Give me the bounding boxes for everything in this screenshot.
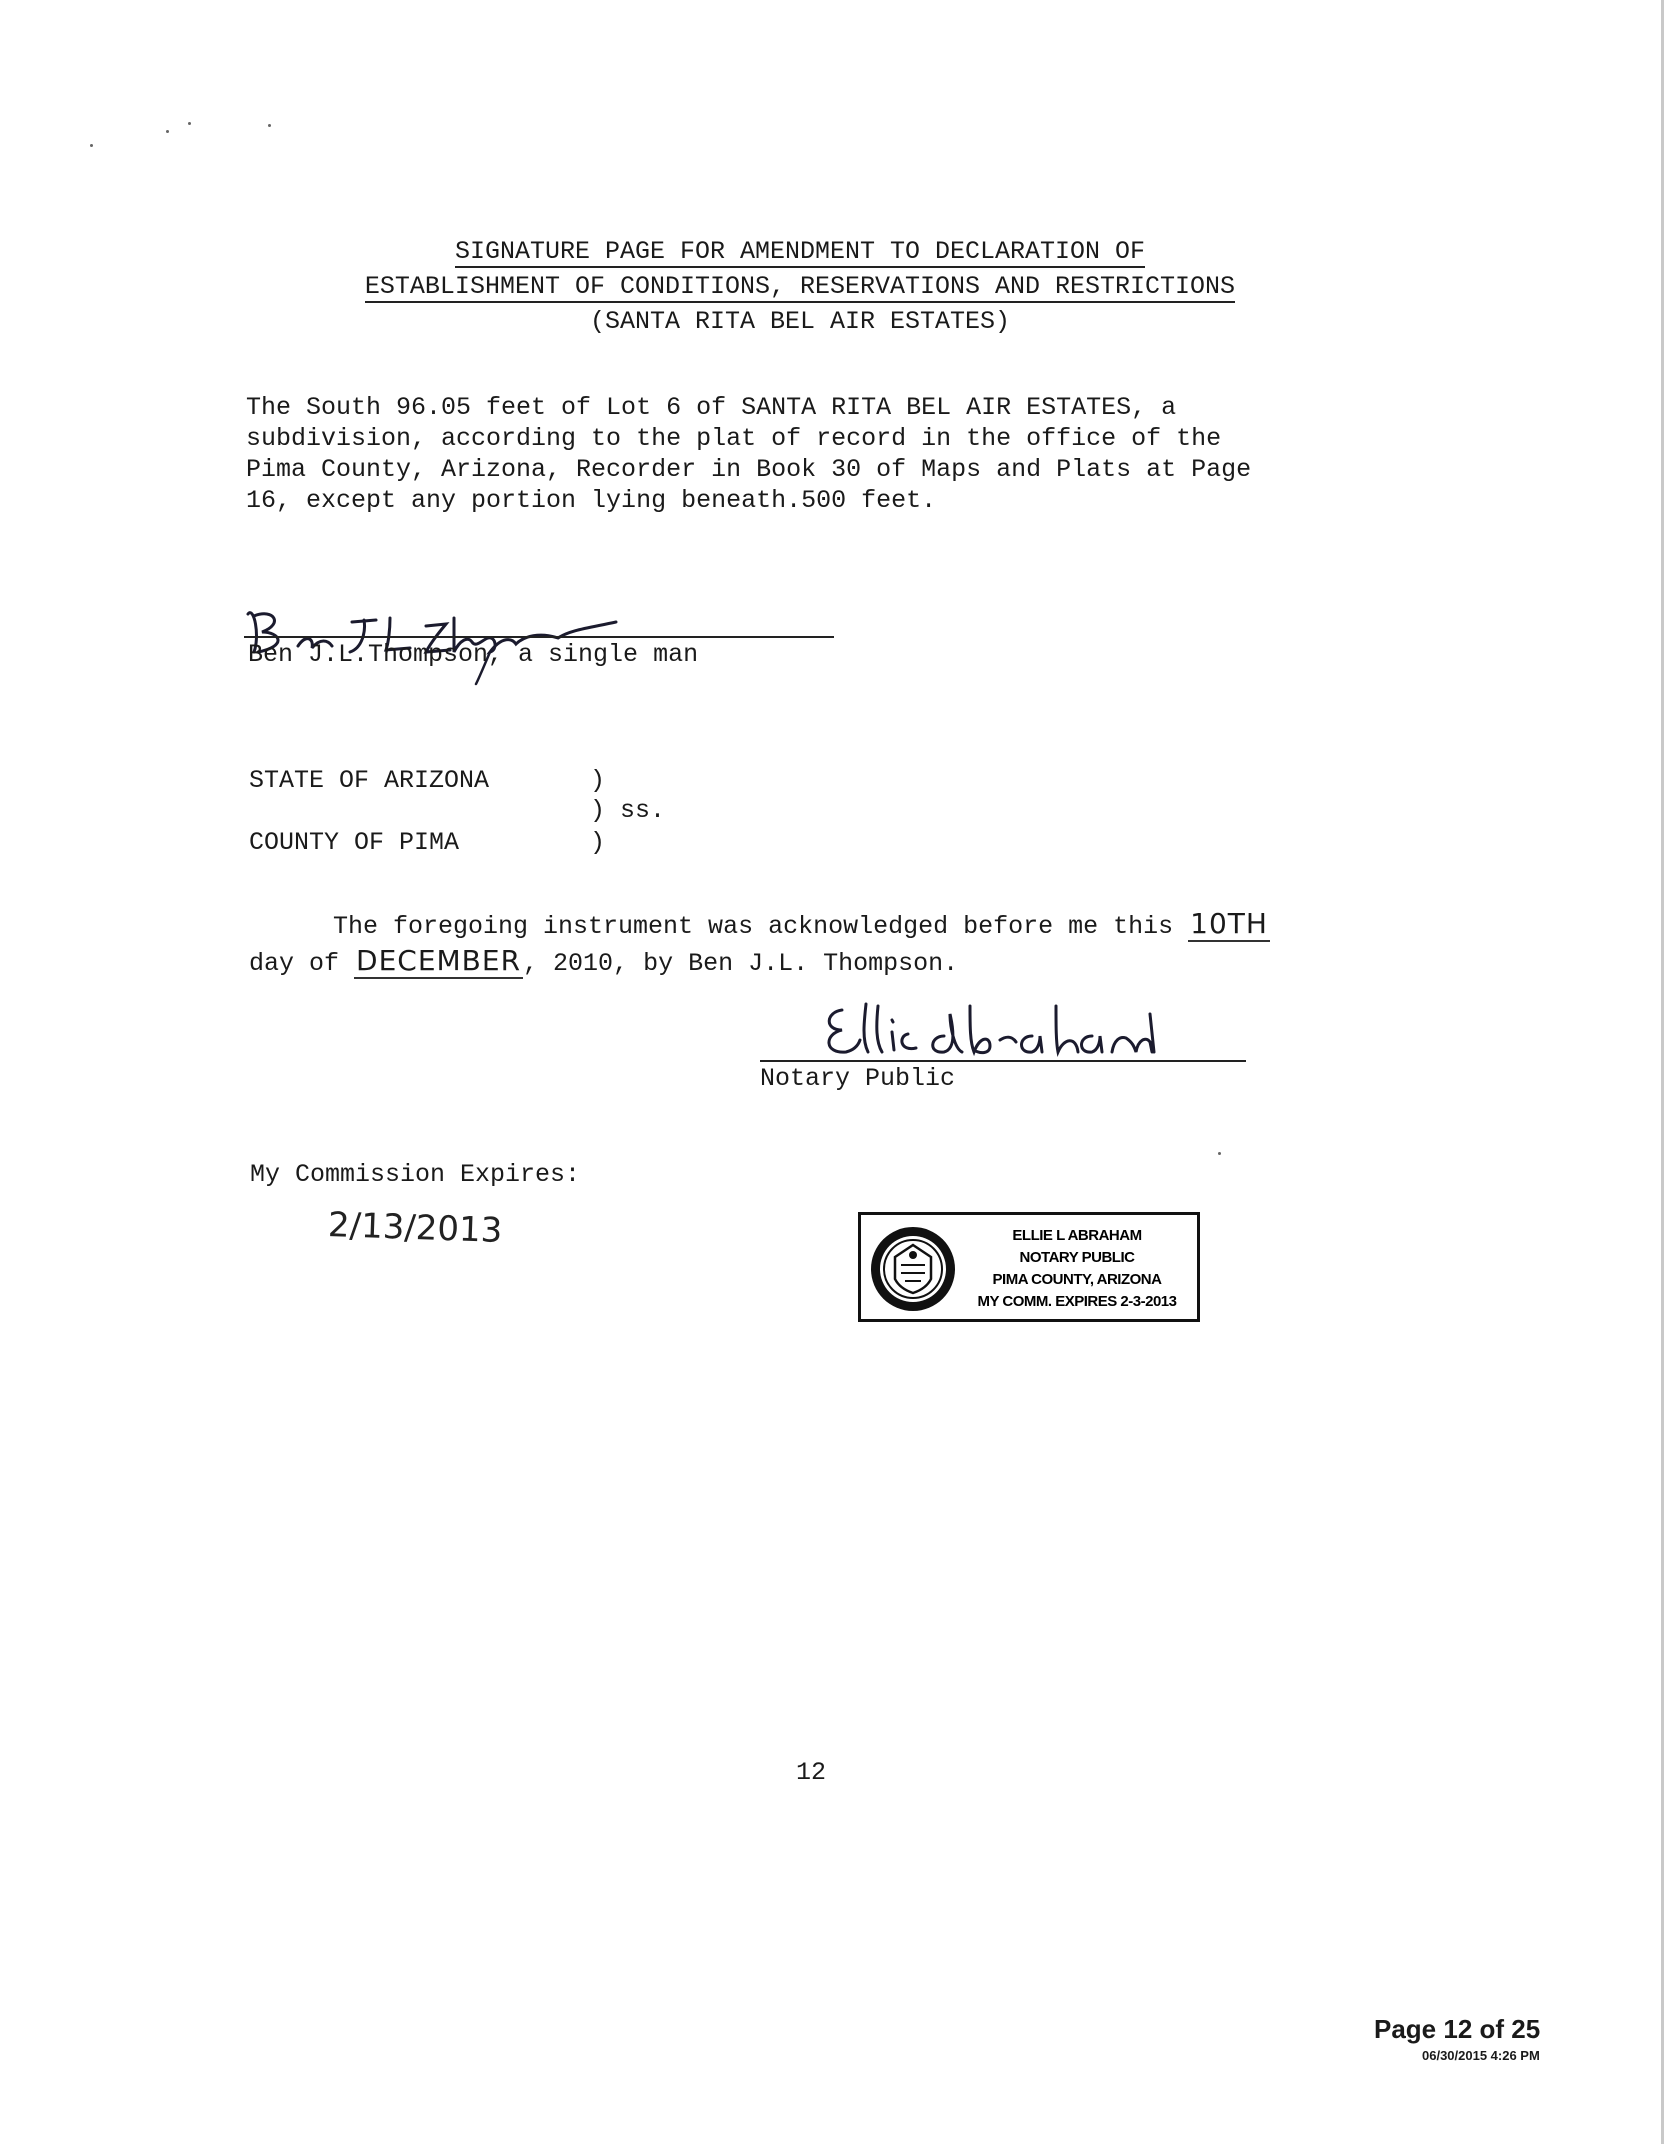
scan-speck [188,122,191,125]
acknowledgment [249,907,1270,981]
scan-speck [1218,1152,1221,1155]
title-line-3: (SANTA RITA BEL AIR ESTATES) [589,307,1011,336]
venue-county: COUNTY OF PIMA [249,828,460,857]
signer-signature-line [244,636,834,638]
footer-page-count: Page 12 of 25 [1374,2014,1541,2044]
stamp-expiration: MY COMM. EXPIRES 2-3-2013 [977,1293,1177,1310]
stamp-county: PIMA COUNTY, ARIZONA [992,1271,1162,1288]
ack-day-handwritten: 10TH [1190,907,1268,940]
footer-timestamp: 06/30/2015 4:26 PM [1422,2048,1540,2063]
ack-day-of: day of [249,949,355,978]
scan-speck [268,124,271,127]
arizona-seal-icon [869,1225,957,1313]
commission-expires-label: My Commission Expires: [250,1160,581,1189]
ack-line-2 [249,944,1270,981]
ack-line-1 [249,907,1270,944]
stamp-name: ELLIE L ABRAHAM [1012,1227,1142,1244]
title-line-2: ESTABLISHMENT OF CONDITIONS, RESERVATIONS AND RESTRICTIONS [364,272,1236,301]
stamp-title: NOTARY PUBLIC [1019,1249,1135,1266]
title-line-1: SIGNATURE PAGE FOR AMENDMENT TO DECLARATION OF [454,237,1146,266]
notary-public-label: Notary Public [760,1064,956,1093]
legal-description: The South 96.05 feet of Lot 6 of SANTA RITA BEL AIR ESTATES, a subdivision, according to the plat of record in the office of the Pima County, Arizona, Recorder in Book 30 of Maps and Plats at Page 16, except any portion lying beneath.500 feet. [246,393,1252,515]
venue-ss: ) ss. [590,796,666,825]
ack-month-handwritten: DECEMBER [356,944,522,977]
signer-caption: Ben J.L.Thompson, a single man [248,640,699,669]
notary-signature-line [760,1060,1246,1062]
stamp-text [957,1225,1197,1313]
venue-bracket: ) [590,766,606,795]
notary-signature [820,996,1180,1064]
page-number: 12 [796,1758,827,1787]
venue-state: STATE OF ARIZONA [249,766,490,795]
notary-stamp [858,1212,1200,1322]
scan-speck [90,144,93,147]
venue-bracket: ) [590,828,606,857]
commission-date-handwritten: 2/13/2013 [327,1204,503,1252]
ack-line2-suffix: , 2010, by Ben J.L. Thompson. [523,949,959,978]
ack-prefix: The foregoing instrument was acknowledged before me this [333,912,1189,941]
scan-speck [166,130,169,133]
document-title [300,236,1300,338]
